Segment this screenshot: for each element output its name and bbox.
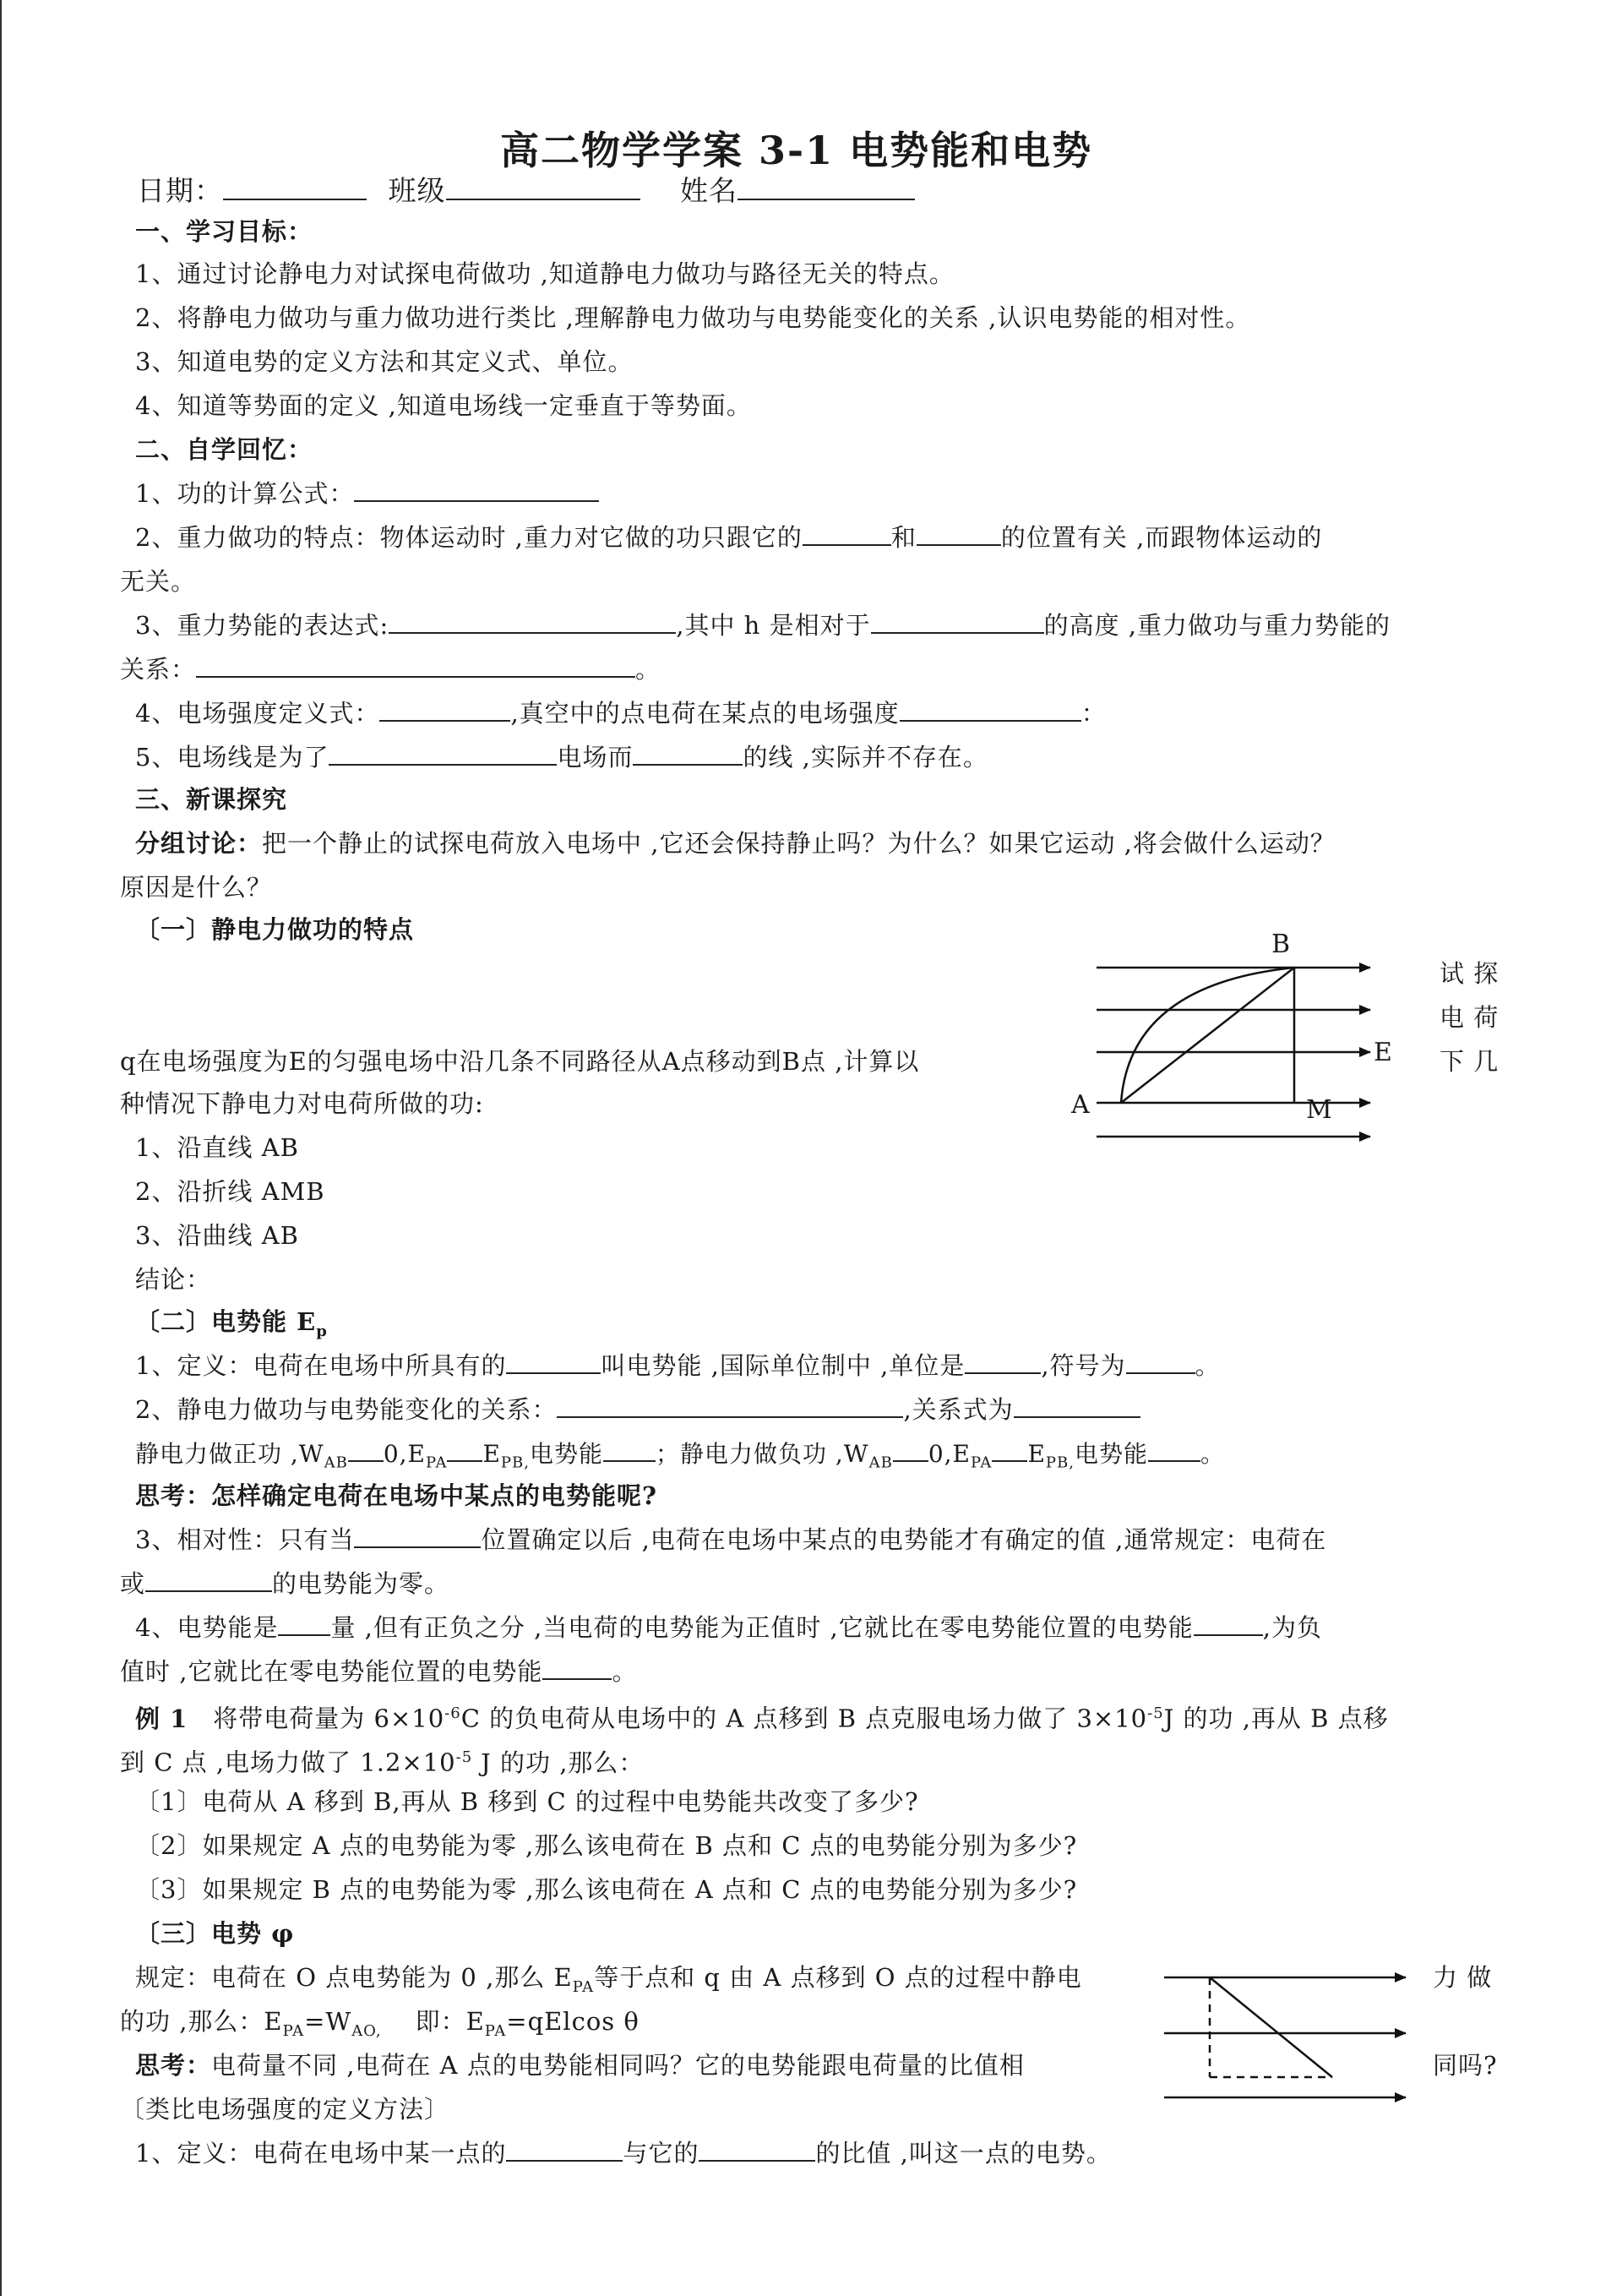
label-m: M bbox=[1306, 1095, 1333, 1125]
ep-definition bbox=[135, 1349, 1221, 1383]
think-1: 思考：怎样确定电荷在电场中某点的电势能呢? bbox=[135, 1481, 657, 1510]
q-text-cont: 种情况下静电力对电荷所做的功: bbox=[120, 1089, 484, 1118]
blank bbox=[603, 1437, 656, 1462]
rule2-text: 的功 ,那么：E bbox=[120, 2007, 283, 2036]
name-label: 姓名 bbox=[680, 174, 738, 207]
sec1-item: 2、将静电力做功与重力做功进行类比 ,理解静电力做功与电势能变化的关系 ,认识电势能的相对性。 bbox=[135, 303, 1251, 332]
label-a: A bbox=[1071, 1090, 1091, 1120]
zero-e: 0,E bbox=[928, 1440, 971, 1468]
side-text: 试 探 bbox=[1440, 959, 1500, 988]
ex-exponent: -5 bbox=[455, 1748, 473, 1766]
sec1-item: 3、知道电势的定义方法和其定义式、单位。 bbox=[135, 347, 634, 376]
ex-text: 将带电荷量为 6×10 bbox=[213, 1704, 445, 1733]
sec2-q2 bbox=[135, 521, 1322, 554]
sub3-heading: 〔三〕电势 φ bbox=[135, 1919, 295, 1948]
q3-text-end: 的高度 ,重力做功与重力势能的 bbox=[1043, 611, 1391, 640]
q1-text: 1、功的计算公式： bbox=[135, 479, 355, 508]
energy-word: 电势能 bbox=[529, 1440, 603, 1468]
rel3-or: 或 bbox=[120, 1569, 146, 1598]
blank bbox=[145, 1567, 272, 1592]
think2-text: 电荷量不同 ,电荷在 A 点的电势能相同吗？它的电势能跟电荷量的比值相 bbox=[211, 2051, 1025, 2080]
zero-e: 0,E bbox=[383, 1440, 426, 1468]
sec2-q5 bbox=[135, 740, 988, 774]
rule-line bbox=[135, 1961, 1082, 2004]
blank bbox=[1126, 1349, 1195, 1374]
q2-text: 2、重力做功的特点：物体运动时 ,重力对它做的功只跟它的 bbox=[135, 523, 803, 552]
class-blank bbox=[446, 175, 640, 200]
label-b: B bbox=[1271, 930, 1292, 959]
q2-and: 和 bbox=[890, 523, 917, 552]
analogy-note: 〔类比电场强度的定义方法〕 bbox=[120, 2095, 450, 2124]
field-diagram-2 bbox=[1151, 1944, 1421, 2113]
def-text-sym: ,符号为 bbox=[1041, 1351, 1126, 1380]
example-label: 例 1 bbox=[135, 1704, 188, 1733]
side-text: 电 荷 bbox=[1440, 1003, 1500, 1032]
rule2-that-is: 即：E bbox=[415, 2007, 485, 2036]
header-row bbox=[137, 174, 915, 208]
scalar-line bbox=[135, 1611, 1322, 1644]
think-2-side: 同吗? bbox=[1433, 2051, 1498, 2080]
sec1-item: 4、知道等势面的定义 ,知道电场线一定垂直于等势面。 bbox=[135, 391, 752, 420]
q2-text-end: 的位置有关 ,而跟物体运动的 bbox=[1000, 523, 1323, 552]
blank bbox=[917, 521, 1001, 546]
discussion-cont: 原因是什么？ bbox=[120, 873, 273, 902]
sec2-heading: 二、自学回忆： bbox=[135, 435, 313, 464]
sub-pb: PB, bbox=[1045, 1453, 1075, 1472]
blank bbox=[329, 740, 557, 766]
phi-def-end: 的比值 ,叫这一点的电势。 bbox=[815, 2139, 1112, 2168]
discussion bbox=[135, 826, 1336, 860]
discussion-label: 分组讨论： bbox=[135, 829, 263, 858]
sec2-q3 bbox=[135, 608, 1391, 642]
sub-pa: PA bbox=[572, 1977, 595, 1996]
class-label: 班级 bbox=[388, 174, 446, 207]
energy-word: 电势能 bbox=[1074, 1440, 1148, 1468]
date-blank bbox=[223, 175, 367, 200]
blank bbox=[992, 1437, 1027, 1462]
blank bbox=[1014, 1393, 1140, 1418]
ex-cont-end: J 的功 ,那么： bbox=[481, 1748, 645, 1777]
blank bbox=[447, 1437, 482, 1462]
blank bbox=[196, 652, 635, 678]
rule-text-end: 等于点和 q 由 A 点移到 O 点的过程中静电 bbox=[594, 1963, 1082, 1992]
q3-text: 3、重力势能的表达式: bbox=[135, 611, 389, 640]
rule-text: 规定：电荷在 O 点电势能为 0 ,那么 E bbox=[135, 1963, 573, 1992]
rel4-text-end: ,为负 bbox=[1262, 1613, 1322, 1642]
scalar-line-cont bbox=[120, 1655, 637, 1688]
sec1-heading: 一、学习目标： bbox=[135, 217, 313, 246]
sub-ab: AB bbox=[868, 1453, 893, 1472]
blank bbox=[900, 696, 1081, 722]
work-energy-relation bbox=[135, 1393, 1140, 1426]
blank bbox=[699, 2136, 815, 2162]
conclusion: 结论： bbox=[135, 1265, 212, 1294]
example-1 bbox=[135, 1697, 1389, 1736]
work-sign-line bbox=[135, 1437, 1225, 1481]
def-text: 1、定义：电荷在电场中所具有的 bbox=[135, 1351, 507, 1380]
think-2 bbox=[135, 2048, 1025, 2082]
q5-text-end: 的线 ,实际并不存在。 bbox=[743, 743, 988, 772]
q4-colon: ： bbox=[1080, 699, 1107, 728]
blank bbox=[542, 1655, 612, 1680]
rel-text: 2、静电力做功与电势能变化的关系： bbox=[135, 1395, 558, 1424]
ex-exponent: -5 bbox=[1147, 1704, 1164, 1722]
sec2-q4 bbox=[135, 696, 1107, 730]
pos-work: 静电力做正功 ,W bbox=[135, 1440, 324, 1468]
phi-def-mid: 与它的 bbox=[623, 2139, 699, 2168]
sec1-item: 1、通过讨论静电力对试探电荷做功 ,知道静电力做功与路径无关的特点。 bbox=[135, 259, 955, 288]
path-item: 2、沿折线 AMB bbox=[135, 1177, 325, 1206]
blank bbox=[1148, 1437, 1200, 1462]
blank bbox=[389, 608, 676, 634]
rel3-text: 3、相对性：只有当 bbox=[135, 1525, 355, 1554]
blank bbox=[633, 740, 743, 766]
example-question: 〔3〕如果规定 B 点的电势能为零 ,那么该电荷在 A 点和 C 点的电势能分别为多少? bbox=[135, 1875, 1078, 1904]
example-question: 〔2〕如果规定 A 点的电势能为零 ,那么该电荷在 B 点和 C 点的电势能分别为多少? bbox=[135, 1831, 1078, 1860]
path-ao bbox=[1210, 1977, 1332, 2077]
sec2-q1 bbox=[135, 477, 599, 510]
sub1-heading: 〔一〕静电力做功的特点 bbox=[135, 915, 415, 944]
path-item: 3、沿曲线 AB bbox=[135, 1221, 299, 1250]
q-text: q在电场强度为E的匀强电场中沿几条不同路径从A点移动到B点 ,计算以 bbox=[120, 1047, 920, 1076]
rule-side: 力 做 bbox=[1433, 1963, 1493, 1992]
period: 。 bbox=[1200, 1440, 1225, 1468]
blank bbox=[803, 521, 891, 546]
sec2-q2-cont: 无关。 bbox=[120, 567, 197, 596]
def-text-mid: 叫电势能 ,国际单位制中 ,单位是 bbox=[601, 1351, 966, 1380]
sub-pa: PA bbox=[425, 1453, 448, 1472]
rel4-cont: 值时 ,它就比在零电势能位置的电势能 bbox=[120, 1657, 543, 1686]
q3-relation: 关系： bbox=[120, 655, 197, 684]
phi-def-text: 1、定义：电荷在电场中某一点的 bbox=[135, 2139, 507, 2168]
rule2-eq: =W bbox=[304, 2007, 352, 2036]
q3-text-mid: ,其中 h 是相对于 bbox=[676, 611, 871, 640]
discussion-text: 把一个静止的试探电荷放入电场中 ,它还会保持静止吗？为什么？如果它运动 ,将会做什么运动？ bbox=[262, 829, 1336, 858]
sub-pa: PA bbox=[282, 2021, 305, 2040]
relativity bbox=[135, 1523, 1326, 1557]
rule2-formula: =qElcos θ bbox=[506, 2007, 640, 2036]
rel3-text-mid: 位置确定以后 ,电荷在电场中某点的电势能才有确定的值 ,通常规定：电荷在 bbox=[481, 1525, 1327, 1554]
q3-period: 。 bbox=[635, 655, 661, 684]
sub2-subscript: p bbox=[316, 1322, 328, 1340]
e-letter: E bbox=[482, 1440, 501, 1468]
blank bbox=[506, 1349, 601, 1374]
sub-ab: AB bbox=[324, 1453, 348, 1472]
ex-text-end: J 的功 ,再从 B 点移 bbox=[1163, 1704, 1389, 1733]
blank bbox=[557, 1393, 903, 1418]
blank bbox=[354, 1523, 481, 1548]
e-letter: E bbox=[1027, 1440, 1046, 1468]
field-diagram-1 bbox=[1083, 925, 1421, 1153]
side-text: 下 几 bbox=[1440, 1047, 1500, 1076]
neg-work: ；静电力做负功 ,W bbox=[655, 1440, 869, 1468]
blank bbox=[348, 1437, 384, 1462]
ex-cont: 到 C 点 ,电场力做了 1.2×10 bbox=[120, 1748, 456, 1777]
blank bbox=[1194, 1611, 1263, 1636]
q5-text-mid: 电场而 bbox=[557, 743, 634, 772]
ex-exponent: -6 bbox=[444, 1704, 461, 1722]
rule-line-2 bbox=[120, 2004, 640, 2048]
blank bbox=[871, 608, 1044, 634]
ex-text-mid: C 的负电荷从电场中的 A 点移到 B 点克服电场力做了 3×10 bbox=[460, 1704, 1148, 1733]
example-question: 〔1〕电荷从 A 移到 B,再从 B 移到 C 的过程中电势能共改变了多少? bbox=[135, 1787, 919, 1816]
blank bbox=[506, 2136, 623, 2162]
label-e: E bbox=[1374, 1038, 1393, 1067]
sec3-heading: 三、新课探究 bbox=[135, 785, 288, 814]
example-1-cont bbox=[120, 1741, 644, 1780]
name-blank bbox=[738, 175, 915, 200]
rel4-period: 。 bbox=[612, 1657, 638, 1686]
date-label: 日期： bbox=[137, 174, 223, 207]
path-item: 1、沿直线 AB bbox=[135, 1133, 299, 1162]
sub-pa: PA bbox=[970, 1453, 993, 1472]
sub-ao: AO, bbox=[351, 2021, 382, 2040]
q4-text: 4、电场强度定义式： bbox=[135, 699, 380, 728]
sub-pb: PB, bbox=[500, 1453, 530, 1472]
blank bbox=[893, 1437, 928, 1462]
q4-text-mid: ,真空中的点电荷在某点的电场强度 bbox=[510, 699, 900, 728]
relativity-cont bbox=[120, 1567, 449, 1601]
rel4-text: 4、电势能是 bbox=[135, 1613, 279, 1642]
blank bbox=[379, 696, 510, 722]
q5-text: 5、电场线是为了 bbox=[135, 743, 329, 772]
sub2-heading bbox=[135, 1305, 328, 1349]
sub2-text: 〔二〕电势能 E bbox=[135, 1307, 317, 1336]
phi-definition bbox=[135, 2136, 1112, 2170]
think2-label: 思考： bbox=[135, 2051, 212, 2080]
rel-text-mid: ,关系式为 bbox=[903, 1395, 1014, 1424]
sec2-q3-cont bbox=[120, 652, 661, 686]
blank bbox=[278, 1611, 330, 1636]
def-period: 。 bbox=[1195, 1351, 1221, 1380]
blank bbox=[965, 1349, 1041, 1374]
rel3-end: 的电势能为零。 bbox=[272, 1569, 450, 1598]
page-title: 高二物学学案 3-1 电势能和电势 bbox=[500, 128, 1093, 173]
sub-pa: PA bbox=[484, 2021, 507, 2040]
blank bbox=[354, 477, 599, 502]
rel4-text-mid: 量 ,但有正负之分 ,当电荷的电势能为正值时 ,它就比在零电势能位置的电势能 bbox=[330, 1613, 1194, 1642]
